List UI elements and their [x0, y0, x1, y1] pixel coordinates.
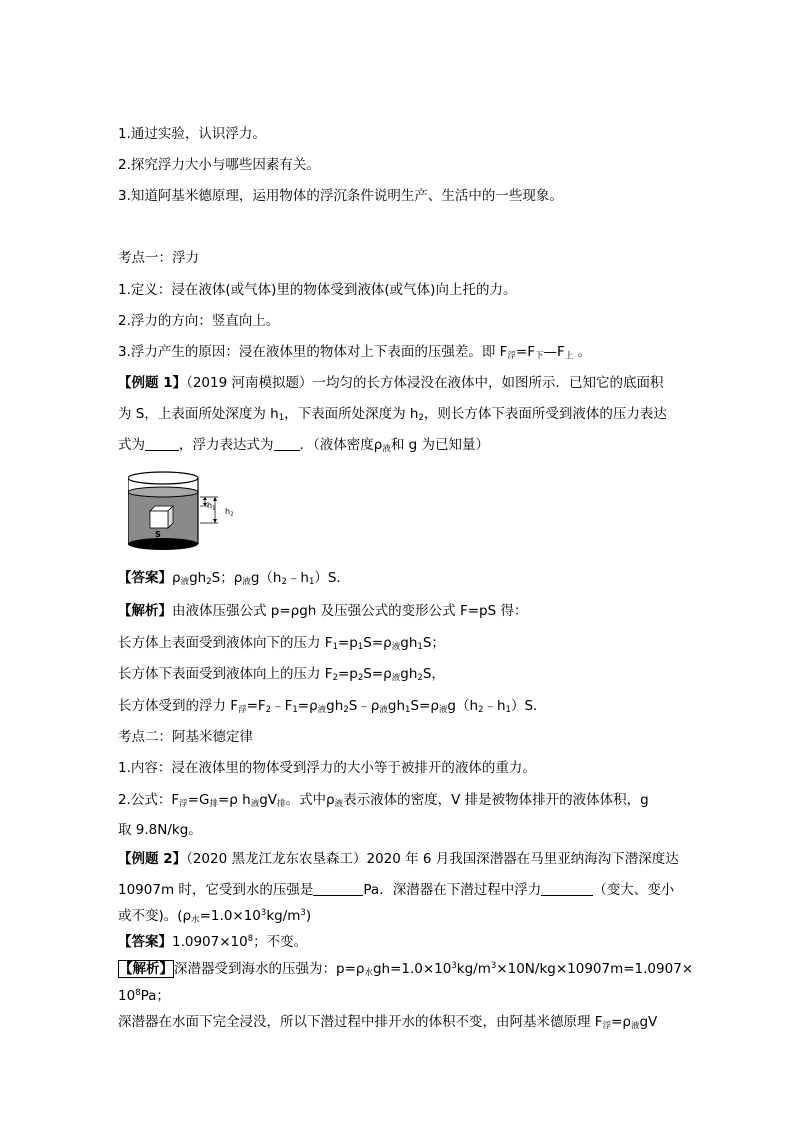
analysis2-line3: 深潜器在水面下完全浸没，所以下潜过程中排开水的体积不变，由阿基米德原理 $F_浮=\rho_液gV$	[118, 1014, 658, 1031]
answer-blank-2[interactable]	[274, 438, 300, 451]
answer-blank-3[interactable]	[313, 883, 363, 896]
section2-formula: 2.公式：$F_浮=G_排=\rho$ $h_液gV_排$。式中$\rho_液$表示液体的密度，V 排是被物体排开的液体体积，g	[118, 792, 649, 809]
answer-blank-1[interactable]	[145, 438, 179, 451]
cube-front	[150, 511, 168, 528]
example2-line2: 10907m 时，它受到水的压强是 Pa．深潜器在下潜过程中浮力 （变大、变小	[118, 882, 675, 898]
beaker-bottom	[128, 538, 198, 550]
example2-line3: 或不变)。$(\rho_水=1.0\times 10^3kg/m^3)$	[118, 908, 312, 925]
section2-content: 1.内容：浸在液体里的物体受到浮力的大小等于被排开的液体的重力。	[118, 760, 536, 776]
label-h1: h1	[207, 501, 216, 512]
example1-line3: 式为 ，浮力表达式为 ．（液体密度$\rho_液$和 g 为已知量）	[118, 437, 489, 454]
liquid-surface	[128, 487, 198, 497]
section1-direction: 2.浮力的方向：竖直向上。	[118, 313, 280, 329]
goal-3: 3.知道阿基米德原理，运用物体的浮沉条件说明生产、生活中的一些现象。	[118, 188, 563, 204]
analysis1-line2: 长方体上表面受到液体向下的压力 $F_1=p_1S=\rho_液gh_1S$；	[118, 635, 445, 652]
example1-line1: 【例题 1】（2019 河南模拟题）一均匀的长方体浸没在液体中，如图所示．已知它的底面积	[118, 375, 664, 391]
analysis2-line1: 【解析】深潜器受到海水的压强为：$p=\rho_水gh=1.0\times 10^3kg/m^3\times 10N/kg\times 10907m=1.0907\times$	[119, 961, 694, 978]
section1-cause: 3.浮力产生的原因：浸在液体里的物体对上下表面的压强差。即 $F_浮=F_下—F_上$ 。	[118, 344, 592, 361]
goal-2: 2.探究浮力大小与哪些因素有关。	[118, 157, 320, 173]
analysis1-line3: 长方体下表面受到液体向上的压力 $F_2=p_2S=\rho_液gh_2S$，	[118, 666, 445, 683]
answer-blank-4[interactable]	[541, 883, 593, 896]
beaker-rim	[128, 472, 198, 484]
section1-definition: 1.定义：浸在液体(或气体)里的物体受到液体(或气体)向上托的力。	[118, 282, 517, 298]
analysis2-line2: $10^8Pa$；	[118, 988, 170, 1004]
section2-g-value: 取 9.8N/kg。	[118, 822, 202, 838]
label-h2: h2	[225, 507, 234, 518]
answer1: 【答案】$\rho_液gh_2S$；$\rho_液g(h_2﹣h_1)S$．	[118, 570, 350, 587]
example1-line2: 为 S，上表面所处深度为 $h_1$，下表面所处深度为 $h_2$，则长方体下表面所受到液体的压力表达	[118, 406, 667, 423]
analysis1-line1: 【解析】由液体压强公式 p=ρgh 及压强公式的变形公式 F=pS 得：	[118, 603, 528, 619]
beaker-figure	[128, 470, 238, 552]
section1-title: 考点一：浮力	[118, 250, 199, 266]
example2-line1: 【例题 2】（2020 黑龙江龙东农垦森工）2020 年 6 月我国深潜器在马里亚纳海沟下潜深度达	[118, 851, 679, 867]
analysis1-line4: 长方体受到的浮力 $F_浮=F_2﹣F_1=\rho_液gh_2S﹣\rho_液gh_1S=\rho_液g(h_2﹣h_1)S$．	[118, 698, 547, 715]
answer2: 【答案】$1.0907\times 10^8$；不变。	[118, 934, 308, 950]
label-s: S	[155, 530, 161, 539]
section2-title: 考点二：阿基米德定律	[118, 729, 253, 745]
goal-1: 1.通过实验，认识浮力。	[118, 126, 266, 142]
